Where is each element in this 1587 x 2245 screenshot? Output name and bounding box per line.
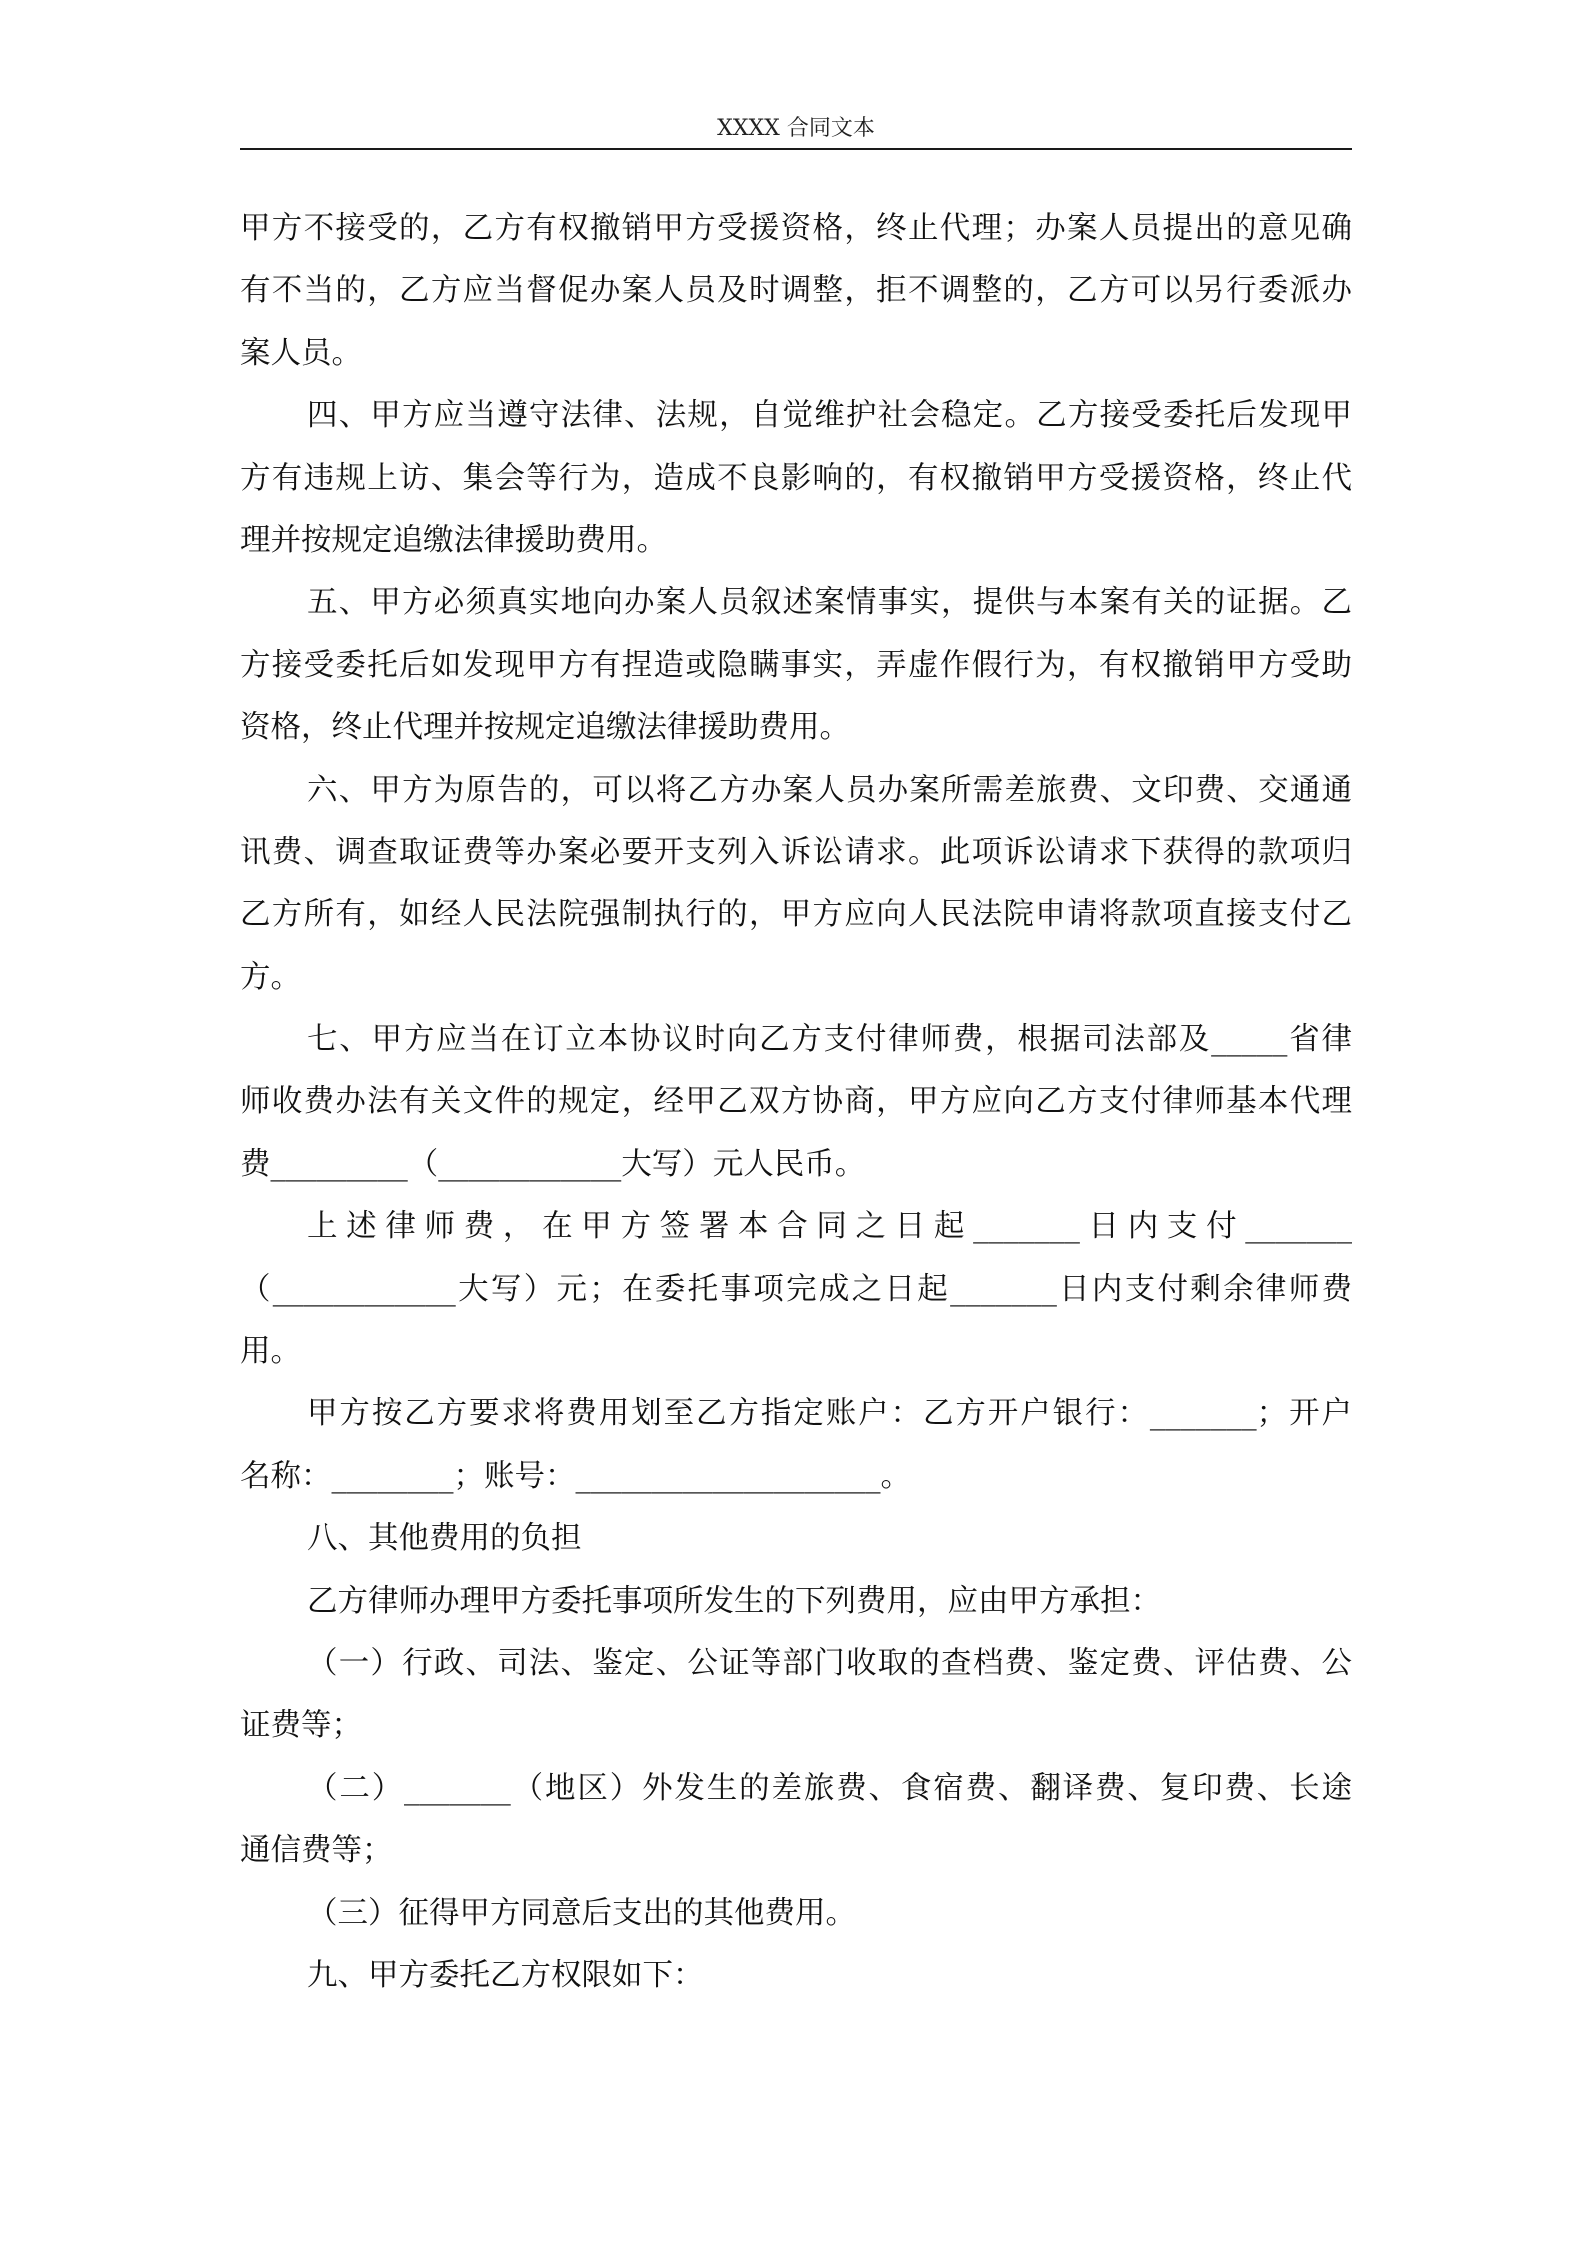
paragraph-line: 案人员。 [240,335,362,371]
paragraph-line: 乙方律师办理甲方委托事项所发生的下列费用，应由甲方承担： [307,1583,1161,1619]
list-item-two: （二）_______（地区）外发生的差旅费、食宿费、翻译费、复印费、长途 [307,1770,1352,1806]
fee-payment-line: 上述律师费，在甲方签署本合同之日起_______日内支付_______ [307,1209,1352,1245]
paragraph-line: 用。 [240,1334,301,1370]
page-header: XXXX 合同文本 [717,116,875,141]
paragraph-line: 方接受委托后如发现甲方有捏造或隐瞒事实，弄虚作假行为，有权撤销甲方受助 [240,647,1352,683]
clause-seven-line: 七、甲方应当在订立本协议时向乙方支付律师费，根据司法部及_____省律 [307,1022,1352,1058]
paragraph-line: 通信费等； [240,1833,393,1869]
paragraph-line: 名称：________；账号：____________________。 [240,1458,911,1494]
paragraph-line: 甲方不接受的，乙方有权撤销甲方受援资格，终止代理；办案人员提出的意见确 [240,211,1352,246]
paragraph-line: 证费等； [240,1708,362,1744]
clause-six-line: 六、甲方为原告的，可以将乙方办案人员办案所需差旅费、文印费、交通通 [307,772,1352,808]
clause-nine-heading: 九、甲方委托乙方权限如下： [307,1957,704,1993]
bank-account-line: 甲方按乙方要求将费用划至乙方指定账户：乙方开户银行：_______；开户 [307,1396,1352,1432]
paragraph-line: 方。 [240,959,301,995]
clause-five-line: 五、甲方必须真实地向办案人员叙述案情事实，提供与本案有关的证据。乙 [307,585,1352,621]
header-divider [240,148,1352,150]
contract-body [240,198,1352,2007]
clause-four-line: 四、甲方应当遵守法律、法规，自觉维护社会稳定。乙方接受委托后发现甲 [307,398,1352,434]
paragraph-line: 师收费办法有关文件的规定，经甲乙双方协商，甲方应向乙方支付律师基本代理 [240,1084,1352,1120]
paragraph-line: 资格，终止代理并按规定追缴法律援助费用。 [240,710,850,746]
paragraph-line: 费_________（____________大写）元人民币。 [240,1146,866,1182]
paragraph-line: （____________大写）元；在委托事项完成之日起_______日内支付剩余律师费 [240,1271,1352,1307]
clause-eight-heading: 八、其他费用的负担 [307,1521,582,1557]
paragraph-line: 有不当的，乙方应当督促办案人员及时调整，拒不调整的，乙方可以另行委派办 [240,273,1352,309]
list-item-three: （三）征得甲方同意后支出的其他费用。 [307,1895,856,1931]
paragraph-line: 乙方所有，如经人民法院强制执行的，甲方应向人民法院申请将款项直接支付乙 [240,897,1352,933]
paragraph-line: 理并按规定追缴法律援助费用。 [240,522,667,558]
paragraph-line: 讯费、调查取证费等办案必要开支列入诉讼请求。此项诉讼请求下获得的款项归 [240,834,1352,870]
list-item-one: （一）行政、司法、鉴定、公证等部门收取的查档费、鉴定费、评估费、公 [307,1645,1352,1681]
paragraph-line: 方有违规上访、集会等行为，造成不良影响的，有权撤销甲方受援资格，终止代 [240,460,1352,496]
